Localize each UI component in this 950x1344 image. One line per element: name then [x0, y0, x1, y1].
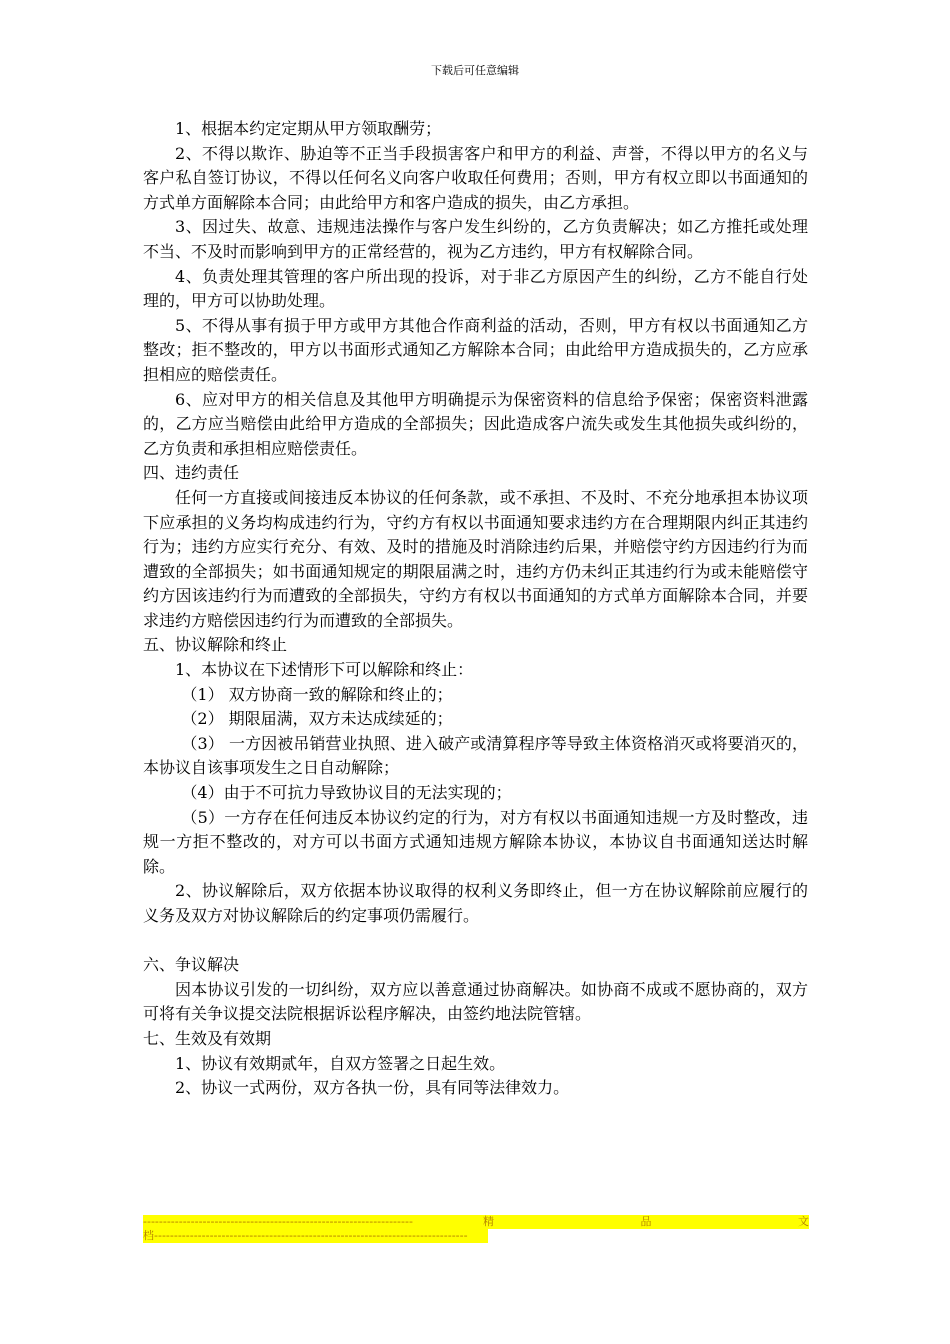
section-heading: 六、争议解决	[143, 955, 240, 975]
footer-dashes: --------------------------------------------------------------------	[143, 1215, 413, 1228]
footer-char: 品	[640, 1215, 652, 1228]
footer-char: 精	[483, 1215, 494, 1228]
footer-line2: 档-------------------------------------------------------------------------------	[143, 1229, 488, 1243]
paragraph: 1、根据本约定定期从甲方领取酬劳；	[175, 119, 442, 138]
document-body	[143, 117, 808, 1101]
paragraph: 2、协议解除后，双方依据本协议取得的权利义务即终止，但一方在协议解除前应履行的义务及双方对协议解除后的约定事项仍需履行。	[143, 881, 808, 925]
paragraph: 3、因过失、故意、违规违法操作与客户发生纠纷的，乙方负责解决；如乙方推托或处理不当、不及时而影响到甲方的正常经营的，视为乙方违约，甲方有权解除合同。	[143, 217, 808, 261]
list-item: （1） 双方协商一致的解除和终止的；	[181, 684, 453, 704]
section-heading: 四、违约责任	[143, 463, 240, 483]
paragraph: 2、不得以欺诈、胁迫等不正当手段损害客户和甲方的利益、声誉，不得以甲方的名义与客户私自签订协议，不得以任何名义向客户收取任何费用；否则，甲方有权立即以书面通知的方式单方面解除本合同；由此给甲方和客户造成的损失，由乙方承担。	[143, 143, 808, 212]
paragraph: 5、不得从事有损于甲方或甲方其他合作商利益的活动，否则，甲方有权以书面通知乙方整改；拒不整改的，甲方以书面形式通知乙方解除本合同；由此给甲方造成损失的，乙方应承担相应的赔偿责任。	[143, 315, 808, 384]
footer-row	[143, 1215, 809, 1229]
list-item: （5）一方存在任何违反本协议约定的行为，对方有权以书面通知违规一方及时整改，违规一方拒不整改的，对方可以书面方式通知违规方解除本协议，本协议自书面通知送达时解除。	[143, 807, 808, 876]
footer-char: 文	[798, 1215, 809, 1228]
paragraph: 2、协议一式两份，双方各执一份，具有同等法律效力。	[175, 1078, 570, 1098]
list-item: （4）由于不可抗力导致协议目的无法实现的；	[181, 783, 512, 803]
section-heading: 五、协议解除和终止	[143, 635, 288, 655]
paragraph: 4、负责处理其管理的客户所出现的投诉，对于非乙方原因产生的纠纷，乙方不能自行处理的，甲方可以协助处理。	[143, 266, 808, 311]
footer-spread	[443, 1215, 809, 1229]
footer-watermark	[143, 1215, 809, 1247]
paragraph: 6、应对甲方的相关信息及其他甲方明确提示为保密资料的信息给予保密；保密资料泄露的，乙方应当赔偿由此给甲方造成的全部损失；因此造成客户流失或发生其他损失或纠纷的，乙方负责和承担相应赔偿责任。	[143, 389, 808, 458]
section-heading: 七、生效及有效期	[143, 1028, 272, 1048]
page-header: 下载后可任意编辑	[431, 64, 519, 77]
list-item: （2） 期限届满，双方未达成续延的；	[181, 709, 453, 729]
paragraph: 1、协议有效期贰年，自双方签署之日起生效。	[175, 1053, 506, 1073]
paragraph: 因本协议引发的一切纠纷，双方应以善意通过协商解决。如协商不成或不愿协商的，双方可将有关争议提交法院根据诉讼程序解决，由签约地法院管辖。	[143, 979, 808, 1024]
paragraph: 任何一方直接或间接违反本协议的任何条款，或不承担、不及时、不充分地承担本协议项下应承担的义务均构成违约行为，守约方有权以书面通知要求违约方在合理期限内纠正其违约行为；违约方应实行充分、有效、及时的措施及时消除违约后果，并赔偿守约方因违约行为而遭致的全部损失；如书面通知规定的期限届满之时，违约方仍未纠正其违约行为或未能赔偿守约方因该违约行为而遭致的全部损失，守约方有权以书面通知的方式单方面解除本合同，并要求违约方赔偿因违约行为而遭致的全部损失。	[143, 487, 808, 630]
paragraph: 1、本协议在下述情形下可以解除和终止：	[175, 660, 474, 680]
list-item: （3） 一方因被吊销营业执照、进入破产或清算程序等导致主体资格消灭或将要消灭的，本协议自该事项发生之日自动解除；	[143, 733, 808, 778]
